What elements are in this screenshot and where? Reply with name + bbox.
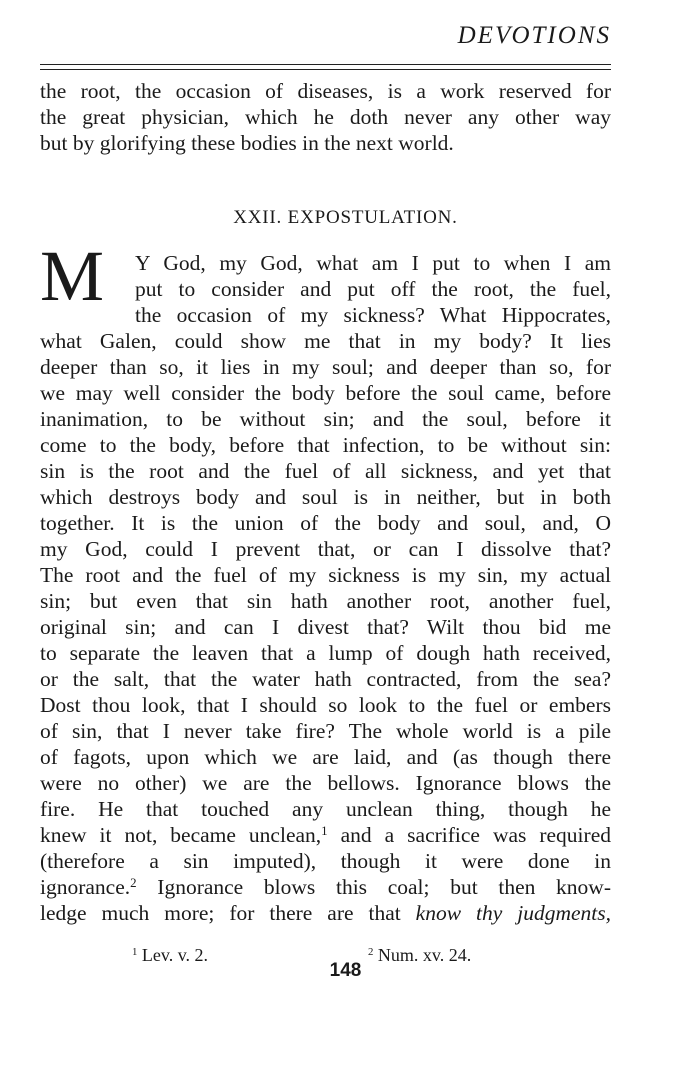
body-line: original sin; and can I divest that? Wilt thou bid me	[40, 615, 611, 639]
body-line: of fagots, upon which we are laid, and (as though there	[40, 745, 611, 769]
body-text: and a sacrifice was required	[327, 823, 611, 847]
footnote-mark: 1	[132, 946, 138, 959]
footnote-text: Lev. v. 2.	[137, 945, 209, 965]
body-line: which destroys body and soul is in neither, but in both	[40, 485, 611, 509]
body-line	[40, 900, 611, 926]
body-line: the occasion of my sickness? What Hippocrates,	[135, 303, 611, 327]
footnote-mark: 2	[368, 946, 374, 959]
header-rule-thin	[40, 69, 611, 70]
opening-line: the root, the occasion of diseases, is a work reserved for	[40, 79, 611, 103]
header-rule-thick	[40, 64, 611, 65]
body-text: knew it not, became unclean,	[40, 823, 322, 847]
body-line: we may well consider the body before the soul came, before	[40, 381, 611, 405]
body-line	[40, 874, 611, 900]
body-line: sin; but even that sin hath another root, another fuel,	[40, 589, 611, 613]
body-line: my God, could I prevent that, or can I dissolve that?	[40, 537, 611, 561]
body-line: to separate the leaven that a lump of dough hath received,	[40, 641, 611, 665]
body-text: Ignorance blows this coal; but then know-	[136, 875, 611, 899]
body-line: The root and the fuel of my sickness is my sin, my actual	[40, 563, 611, 587]
body-line: inanimation, to be without sin; and the soul, before it	[40, 407, 611, 431]
page-number: 148	[329, 960, 362, 981]
body-line: were no other) we are the bellows. Ignorance blows the	[40, 771, 611, 795]
body-line: sin is the root and the fuel of all sickness, and yet that	[40, 459, 611, 483]
body-line: Dost thou look, that I should so look to the fuel or embers	[40, 693, 611, 717]
opening-line: but by glorifying these bodies in the next world.	[40, 131, 454, 155]
body-line: or the salt, that the water hath contracted, from the sea?	[40, 667, 611, 691]
footnote-ref: 1	[321, 823, 328, 838]
body-text: ledge much more; for there are that	[40, 901, 416, 925]
opening-line: the great physician, which he doth never any other way	[40, 105, 611, 129]
body-line: of sin, that I never take fire? The whole world is a pile	[40, 719, 611, 743]
body-text: ignorance.	[40, 875, 131, 899]
footnote-text: Num. xv. 24.	[373, 945, 472, 965]
section-heading: XXII. EXPOSTULATION.	[233, 207, 458, 228]
body-line: deeper than so, it lies in my soul; and deeper than so, for	[40, 355, 611, 379]
body-line: together. It is the union of the body and soul, and, O	[40, 511, 611, 535]
body-line: (therefore a sin imputed), though it were done in	[40, 849, 611, 873]
running-head: DEVOTIONS	[457, 22, 611, 49]
body-line: put to consider and put off the root, the fuel,	[135, 277, 611, 301]
drop-cap: M	[40, 236, 105, 316]
footnote-ref: 2	[130, 875, 137, 890]
body-line: fire. He that touched any unclean thing, though he	[40, 797, 611, 821]
body-line: what Galen, could show me that in my body? It lies	[40, 329, 611, 353]
body-line: Y God, my God, what am I put to when I am	[135, 251, 611, 275]
body-line	[40, 822, 611, 848]
italic-text: know thy judgments,	[415, 901, 611, 925]
body-line: come to the body, before that infection, to be without sin:	[40, 433, 611, 457]
